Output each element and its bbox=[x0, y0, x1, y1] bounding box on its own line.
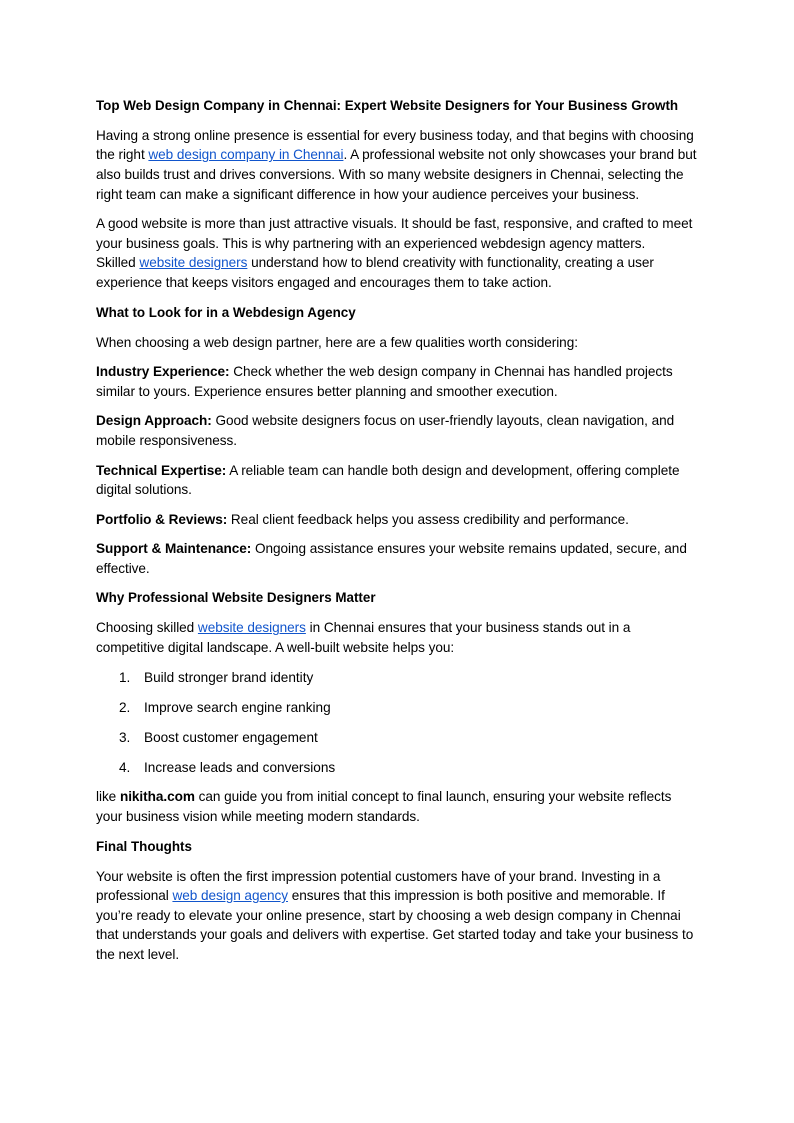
quality-label: Industry Experience: bbox=[96, 364, 230, 380]
quality-text: Check whether the web design company in Chennai has handled projects similar to yours. Experience ensures better planning and smoother execution. bbox=[96, 364, 673, 399]
list-item bbox=[96, 728, 698, 748]
final-text-a: Your website is often the first impression potential customers have of your brand. Investing in a professional bbox=[96, 868, 661, 904]
list-item-text: Build stronger brand identity bbox=[144, 669, 314, 685]
section2-text-b: in Chennai ensures that your business stands out in a competitive digital landscape. A well-built website helps you: bbox=[96, 620, 631, 655]
list-item-text: Increase leads and conversions bbox=[144, 759, 336, 775]
closing-text-a: like bbox=[96, 789, 120, 805]
quality-label: Design Approach: bbox=[96, 413, 212, 429]
quality-label: Technical Expertise: bbox=[96, 462, 227, 478]
benefits-list bbox=[96, 668, 698, 778]
quality-label: Portfolio & Reviews: bbox=[96, 511, 228, 527]
quality-item-support-maintenance bbox=[96, 539, 698, 578]
website-designers-link-1[interactable]: website designers bbox=[139, 255, 248, 271]
list-number: 1. bbox=[119, 669, 131, 685]
quality-item-portfolio-reviews bbox=[96, 510, 698, 530]
intro-paragraph bbox=[96, 126, 698, 204]
document-title: Top Web Design Company in Chennai: Expert Website Designers for Your Business Growth bbox=[96, 98, 679, 113]
quality-text: Ongoing assistance ensures your website remains updated, secure, and effective. bbox=[96, 541, 687, 576]
final-paragraph bbox=[96, 867, 698, 965]
quality-text: Real client feedback helps you assess credibility and performance. bbox=[227, 511, 629, 527]
list-item bbox=[96, 758, 698, 778]
quality-item-technical-expertise bbox=[96, 461, 698, 500]
quality-item-design-approach bbox=[96, 411, 698, 450]
list-item-text: Improve search engine ranking bbox=[144, 699, 331, 715]
web-design-company-link[interactable]: web design company in Chennai bbox=[148, 147, 344, 163]
second-paragraph-text-a: Skilled bbox=[96, 255, 140, 271]
quality-text: A reliable team can handle both design and development, offering complete digital solutions. bbox=[96, 462, 680, 498]
closing-text-b: can guide you from initial concept to final launch, ensuring your website reflects your business vision while meeting modern standards. bbox=[96, 789, 672, 825]
second-paragraph bbox=[96, 214, 698, 292]
quality-item-industry-experience bbox=[96, 362, 698, 401]
list-item bbox=[96, 698, 698, 718]
intro-text-b: . A professional website not only showcases your brand but also builds trust and drives conversions. With so many website designers in Chennai, selecting the right team can make a significant difference in how your audience perceives your business. bbox=[96, 147, 697, 202]
section2-intro bbox=[96, 618, 698, 657]
list-item-text: Boost customer engagement bbox=[144, 729, 318, 745]
list-item bbox=[96, 668, 698, 688]
section2-heading: Why Professional Website Designers Matter bbox=[96, 590, 376, 606]
brand-name: nikitha.com bbox=[119, 789, 195, 805]
section3-heading: Final Thoughts bbox=[96, 838, 192, 854]
second-paragraph-line1: A good website is more than just attractive visuals. It should be fast, responsive, and crafted to meet your business goals. This is why partnering with an experienced webdesign agency matters. bbox=[96, 216, 693, 251]
list-number: 3. bbox=[119, 729, 131, 745]
web-design-agency-link[interactable]: web design agency bbox=[172, 888, 288, 904]
section1-heading: What to Look for in a Webdesign Agency bbox=[96, 304, 356, 320]
section2-closing bbox=[96, 787, 698, 826]
quality-label: Support & Maintenance: bbox=[96, 541, 252, 557]
list-number: 4. bbox=[119, 759, 131, 775]
second-paragraph-text-b: understand how to blend creativity with functionality, creating a user experience that keeps visitors engaged and encourages them to take action. bbox=[96, 255, 654, 291]
quality-text: Good website designers focus on user-friendly layouts, clean navigation, and mobile responsiveness. bbox=[96, 413, 675, 448]
section2-text-a: Choosing skilled bbox=[96, 620, 198, 636]
website-designers-link-2[interactable]: website designers bbox=[197, 620, 306, 636]
final-text-b: ensures that this impression is both positive and memorable. If you’re ready to elevate your online presence, start by choosing a web design company in Chennai that understands your goals and delivers with expertise. Get started today and take your business to the next level. bbox=[96, 888, 694, 962]
section1-intro: When choosing a web design partner, here are a few qualities worth considering: bbox=[96, 334, 578, 350]
list-number: 2. bbox=[119, 699, 131, 715]
intro-text-a: Having a strong online presence is essential for every business today, and that begins with choosing the right bbox=[96, 127, 694, 163]
